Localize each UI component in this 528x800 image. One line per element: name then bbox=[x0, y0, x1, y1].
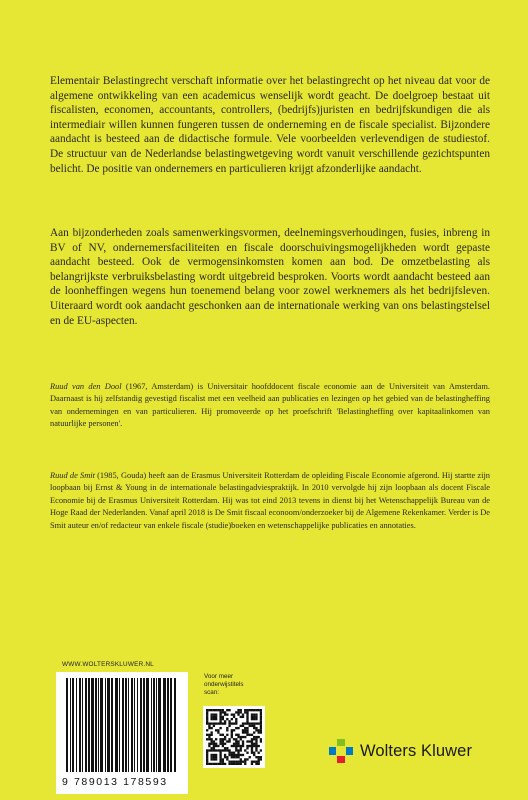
isbn-barcode bbox=[56, 672, 188, 794]
qr-code[interactable] bbox=[203, 706, 265, 768]
blurb-paragraph-2: Aan bijzonderheden zoals samenwerkingsvormen, deelnemingsverhoudingen, fusies, inbreng in BV of NV, ondernemersfaciliteiten en fiscale doorschuivingsmogelijkheden wordt gepaste aandacht besteed. Ook de vermogensinkomsten komen aan bod. De omzetbelasting als belangrijkste verbruiksbelasting wordt uitgebreid besproken. Voorts wordt aandacht besteed aan de loonheffingen wegens hun toenemend belang voor zowel werknemers als het bedrijfsleven. Uiteraard wordt ook aandacht geschonken aan de internationale werking van ons belastingstelsel en de EU-aspecten. bbox=[50, 227, 490, 327]
qr-caption-line: Voor meer bbox=[204, 673, 234, 680]
isbn-number: 9 789013 178593 bbox=[62, 776, 168, 788]
author-name: Ruud de Smit bbox=[50, 471, 95, 480]
barcode-icon bbox=[66, 678, 178, 774]
qr-caption-line: onderwijstitels bbox=[204, 681, 244, 689]
brand-name: Wolters Kluwer bbox=[360, 741, 473, 760]
publisher-logo bbox=[328, 738, 498, 764]
qr-caption bbox=[204, 673, 264, 698]
author-bio-text: (1967, Amsterdam) is Universitair hoofddocent fiscale economie aan de Universiteit van Amsterdam. Daarnaast is hij zelfstandig gevestigd fiscalist met een veelheid aan publicaties en lezingen op het gebied van de belastingheffing van ondernemingen en van particulieren. Hij promoveerde op het proefschrift 'Belastingheffing over kapitaalinkomen van natuurlijke personen'. bbox=[50, 382, 490, 429]
wolters-kluwer-logo-icon bbox=[328, 738, 354, 764]
blurb-paragraph-1: Elementair Belastingrecht verschaft informatie over het belastingrecht op het niveau dat voor de algemene ontwikkeling van een academicus wenselijk wordt geacht. De doelgroep bestaat uit fiscalisten, economen, accountants, controllers, (bedrijfs)juristen en bedrijfskundigen die als intermediair willen kunnen fungeren tussen de onderneming en de fiscale specialist. Bijzondere aandacht is besteed aan de didactische formule. Vele voorbeelden verlevendigen de studiestof. De structuur van de Nederlandse belastingwetgeving wordt vanuit verschillende gezichtspunten belicht. De positie van ondernemers en particulieren krijgt afzonderlijke aandacht. bbox=[50, 75, 490, 175]
qr-caption-line: scan: bbox=[204, 689, 220, 697]
qr-code-icon bbox=[206, 709, 262, 765]
author-bio-2 bbox=[50, 470, 490, 532]
author-name: Ruud van den Dool bbox=[50, 382, 122, 391]
author-bio-1 bbox=[50, 381, 490, 431]
publisher-url[interactable]: WWW.WOLTERSKLUWER.NL bbox=[62, 661, 154, 668]
author-bio-text: (1985, Gouda) heeft aan de Erasmus Universiteit Rotterdam de opleiding Fiscale Economie afgerond. Hij startte zijn loopbaan bij Ernst & Young in de internationale belastingadviespraktijk. In 2010 vervolgde hij zijn loopbaan als docent Fiscale Economie bij de Erasmus Universiteit Rotterdam. Hij was tot eind 2013 tevens in dienst bij het Wetenschappelijk Bureau van de Hoge Raad der Nederlanden. Vanaf april 2018 is De Smit fiscaal econoom/onderzoeker bij de Algemene Rekenkamer. Verder is De Smit auteur en/of redacteur van enkele fiscale (studie)boeken en wetenschappelijke publicaties en annotaties. bbox=[50, 471, 490, 530]
